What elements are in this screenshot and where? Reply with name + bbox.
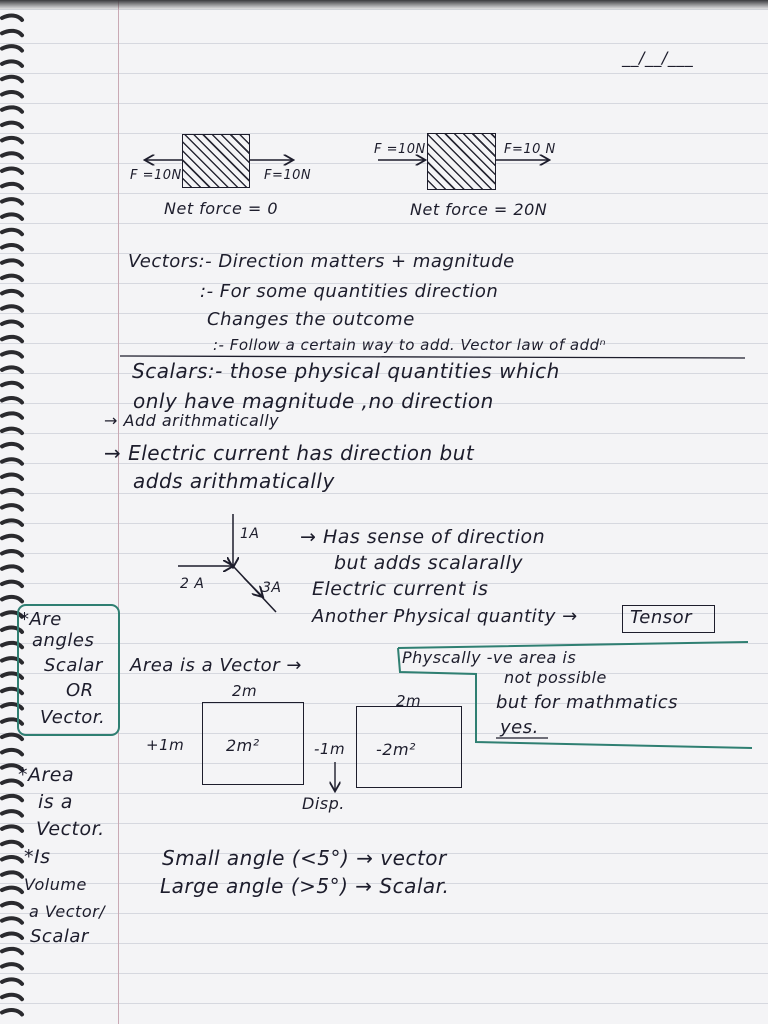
area-box-1-side: +1m: [146, 736, 185, 754]
current-label-2a: 2 A: [180, 576, 205, 592]
vectors-line-2: :- For some quantities direction: [200, 281, 499, 302]
margin-volume-1: *Is: [24, 846, 51, 868]
net-force-right: Net force = 20N: [410, 200, 548, 219]
current-note-4: Another Physical quantity →: [312, 606, 578, 627]
current-note-1: → Has sense of direction: [300, 526, 546, 548]
force-label-left-a: F =10N: [130, 168, 182, 183]
vectors-line-3: Changes the outcome: [207, 309, 415, 330]
net-force-left: Net force = 0: [164, 199, 279, 218]
scalars-line-3: → Add arithmatically: [104, 411, 280, 430]
scalars-line-2: only have magnitude ,no direction: [133, 389, 494, 413]
small-angle-line: Small angle (<5°) → vector: [162, 846, 447, 870]
force-label-right-a: F =10N: [374, 142, 426, 157]
area-note-4: yes.: [500, 717, 539, 738]
area-statement: Area is a Vector →: [130, 655, 302, 676]
margin-volume-4: Scalar: [30, 926, 89, 947]
area-note-bracket: [398, 642, 752, 748]
area-note-3: but for mathmatics: [496, 692, 679, 713]
force-label-left-b: F=10N: [264, 168, 312, 183]
current-note-3: Electric current is: [312, 578, 489, 600]
area-box-2-side: -1m: [314, 740, 346, 758]
margin-volume-3: a Vector/: [29, 902, 106, 921]
margin-angles-1: *Are: [20, 609, 62, 630]
area-note-1: Physcally -ve area is: [402, 648, 577, 667]
wire-3a-arrow: [244, 578, 262, 596]
area-note-2: not possible: [504, 668, 607, 687]
section-divider: [120, 356, 745, 358]
current-label-1a: 1A: [240, 526, 260, 542]
scalars-line-1: Scalars:- those physical quantities which: [132, 359, 560, 383]
area-box-2-value: -2m²: [376, 740, 416, 759]
force-label-right-b: F=10 N: [504, 142, 556, 157]
margin-angles-2: angles: [32, 630, 95, 651]
tensor-label: Tensor: [630, 607, 693, 628]
current-note-2: but adds scalarally: [334, 552, 523, 574]
vectors-line-1: Vectors:- Direction matters + magnitude: [128, 251, 515, 272]
area-box-1-top: 2m: [232, 682, 258, 700]
scalars-line-5: adds arithmatically: [133, 469, 335, 493]
margin-angles-3: Scalar: [44, 655, 103, 676]
current-label-3a: 3A: [262, 580, 282, 596]
area-box-1-value: 2m²: [226, 736, 260, 755]
displacement-label: Disp.: [302, 794, 345, 813]
scalars-line-4: → Electric current has direction but: [104, 441, 475, 465]
margin-area-3: Vector.: [36, 818, 105, 840]
vectors-line-4: :- Follow a certain way to add. Vector law of addⁿ: [213, 336, 607, 354]
area-box-2-top: 2m: [396, 692, 422, 710]
margin-area-2: is a: [38, 791, 73, 813]
margin-angles-5: Vector.: [40, 707, 106, 728]
margin-area-1: *Area: [18, 764, 75, 786]
date-field: __/__/___: [622, 48, 694, 67]
large-angle-line: Large angle (>5°) → Scalar.: [160, 874, 450, 898]
margin-angles-4: OR: [66, 680, 94, 701]
margin-volume-2: Volume: [24, 875, 87, 894]
